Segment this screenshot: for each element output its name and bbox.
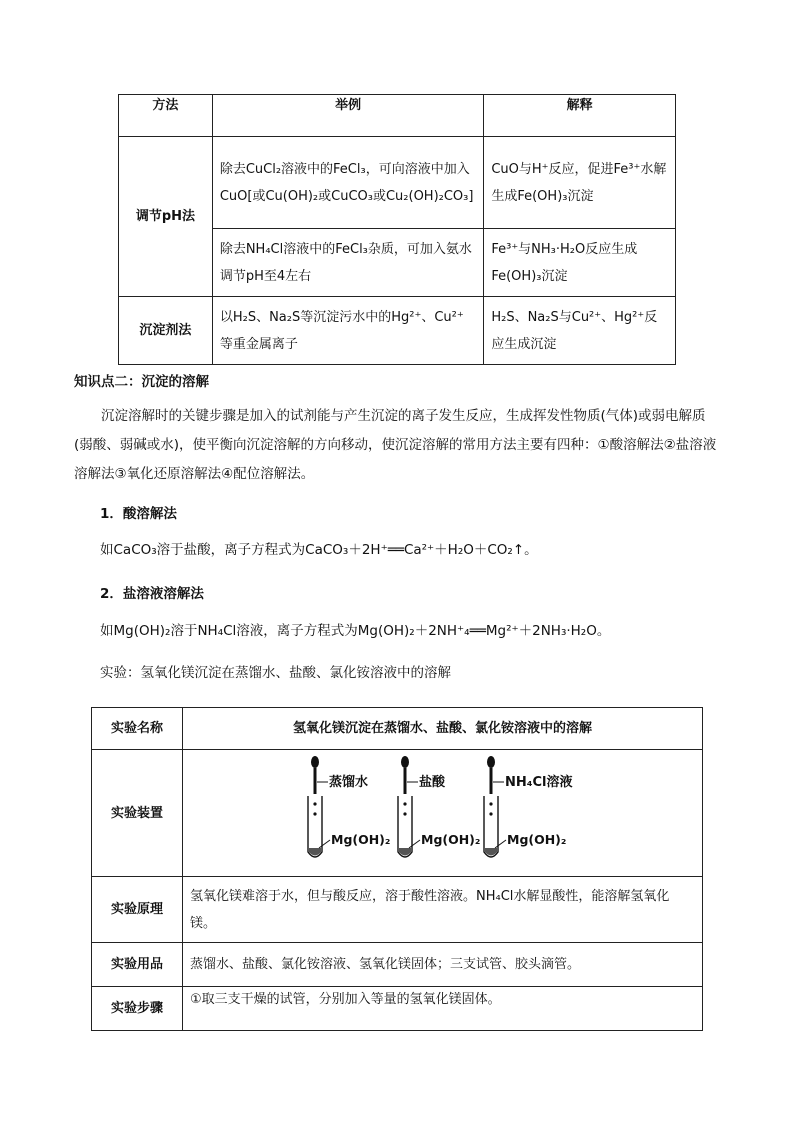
example-precipitant: 以H₂S、Na₂S等沉淀污水中的Hg²⁺、Cu²⁺等重金属离子 bbox=[212, 297, 484, 365]
reagent-label: 蒸馏水 bbox=[329, 775, 369, 790]
solid-label: Mg(OH)₂ bbox=[421, 832, 481, 847]
label-apparatus: 实验装置 bbox=[92, 750, 183, 877]
method-precipitant: 沉淀剂法 bbox=[119, 297, 213, 365]
value-name: 氢氧化镁沉淀在蒸馏水、盐酸、氯化铵溶液中的溶解 bbox=[183, 708, 703, 750]
reagent-label: 盐酸 bbox=[419, 775, 446, 790]
drop bbox=[403, 812, 406, 815]
item2-text: 如Mg(OH)₂溶于NH₄Cl溶液，离子方程式为Mg(OH)₂＋2NH⁺₄══Mg²⁺＋2NH₃·H₂O。 bbox=[100, 623, 611, 639]
solid-label: Mg(OH)₂ bbox=[331, 832, 391, 847]
example-ph-1: 除去CuCl₂溶液中的FeCl₃，可向溶液中加入CuO[或Cu(OH)₂或CuCO₃或Cu₂(OH)₂CO₃] bbox=[212, 137, 484, 229]
dropper-bulb bbox=[311, 756, 319, 768]
drop bbox=[489, 812, 492, 815]
explain-ph-1: CuO与H⁺反应，促进Fe³⁺水解生成Fe(OH)₃沉淀 bbox=[484, 137, 676, 229]
test-tube-3 bbox=[484, 756, 572, 857]
solid-pointer bbox=[495, 840, 506, 848]
explain-precipitant: H₂S、Na₂S与Cu²⁺、Hg²⁺反应生成沉淀 bbox=[484, 297, 676, 365]
intro-paragraph: 沉淀溶解时的关键步骤是加入的试剂能与产生沉淀的离子发生反应，生成挥发性物质(气体)或弱电解质(弱酸、弱碱或水)，使平衡向沉淀溶解的方向移动，使沉淀溶解的常用方法主要有四种：①酸溶解法②盐溶液溶解法③氧化还原溶解法④配位溶解法。 bbox=[74, 408, 717, 482]
solid-pointer bbox=[319, 840, 330, 848]
header-method: 方法 bbox=[119, 95, 213, 137]
test-tube-2 bbox=[398, 756, 480, 857]
dropper-bulb bbox=[487, 756, 495, 768]
header-explain: 解释 bbox=[484, 95, 676, 137]
solid-label: Mg(OH)₂ bbox=[507, 832, 567, 847]
label-name: 实验名称 bbox=[92, 708, 183, 750]
value-principle: 氢氧化镁难溶于水，但与酸反应，溶于酸性溶液。NH₄Cl水解显酸性，能溶解氢氧化镁。 bbox=[183, 877, 703, 943]
drop bbox=[313, 812, 316, 815]
dropper-bulb bbox=[401, 756, 409, 768]
apparatus-figure bbox=[183, 750, 703, 877]
dropper-stem bbox=[490, 768, 493, 794]
methods-table bbox=[118, 94, 676, 365]
value-steps: ①取三支干燥的试管，分别加入等量的氢氧化镁固体。 bbox=[183, 987, 703, 1031]
experiment-table bbox=[91, 707, 703, 1031]
section-title: 知识点二：沉淀的溶解 bbox=[74, 374, 209, 390]
solid-pointer bbox=[409, 840, 420, 848]
label-principle: 实验原理 bbox=[92, 877, 183, 943]
drop bbox=[313, 802, 316, 805]
drop bbox=[489, 802, 492, 805]
label-supplies: 实验用品 bbox=[92, 943, 183, 987]
experiment-caption: 实验：氢氧化镁沉淀在蒸馏水、盐酸、氯化铵溶液中的溶解 bbox=[100, 665, 451, 681]
item1-title: 1．酸溶解法 bbox=[100, 506, 177, 522]
item1-text: 如CaCO₃溶于盐酸，离子方程式为CaCO₃＋2H⁺══Ca²⁺＋H₂O＋CO₂↑。 bbox=[100, 542, 538, 558]
dropper-stem bbox=[404, 768, 407, 794]
dropper-stem bbox=[314, 768, 317, 794]
drop bbox=[403, 802, 406, 805]
label-steps: 实验步骤 bbox=[92, 987, 183, 1031]
value-supplies: 蒸馏水、盐酸、氯化铵溶液、氢氧化镁固体；三支试管、胶头滴管。 bbox=[183, 943, 703, 987]
reagent-label: NH₄Cl溶液 bbox=[505, 775, 573, 790]
test-tube-1 bbox=[308, 756, 390, 857]
explain-ph-2: Fe³⁺与NH₃·H₂O反应生成Fe(OH)₃沉淀 bbox=[484, 229, 676, 297]
header-example: 举例 bbox=[212, 95, 484, 137]
item2-title: 2．盐溶液溶解法 bbox=[100, 586, 204, 602]
example-ph-2: 除去NH₄Cl溶液中的FeCl₃杂质，可加入氨水调节pH至4左右 bbox=[212, 229, 484, 297]
method-ph: 调节pH法 bbox=[119, 137, 213, 297]
test-tubes-diagram bbox=[183, 750, 701, 866]
